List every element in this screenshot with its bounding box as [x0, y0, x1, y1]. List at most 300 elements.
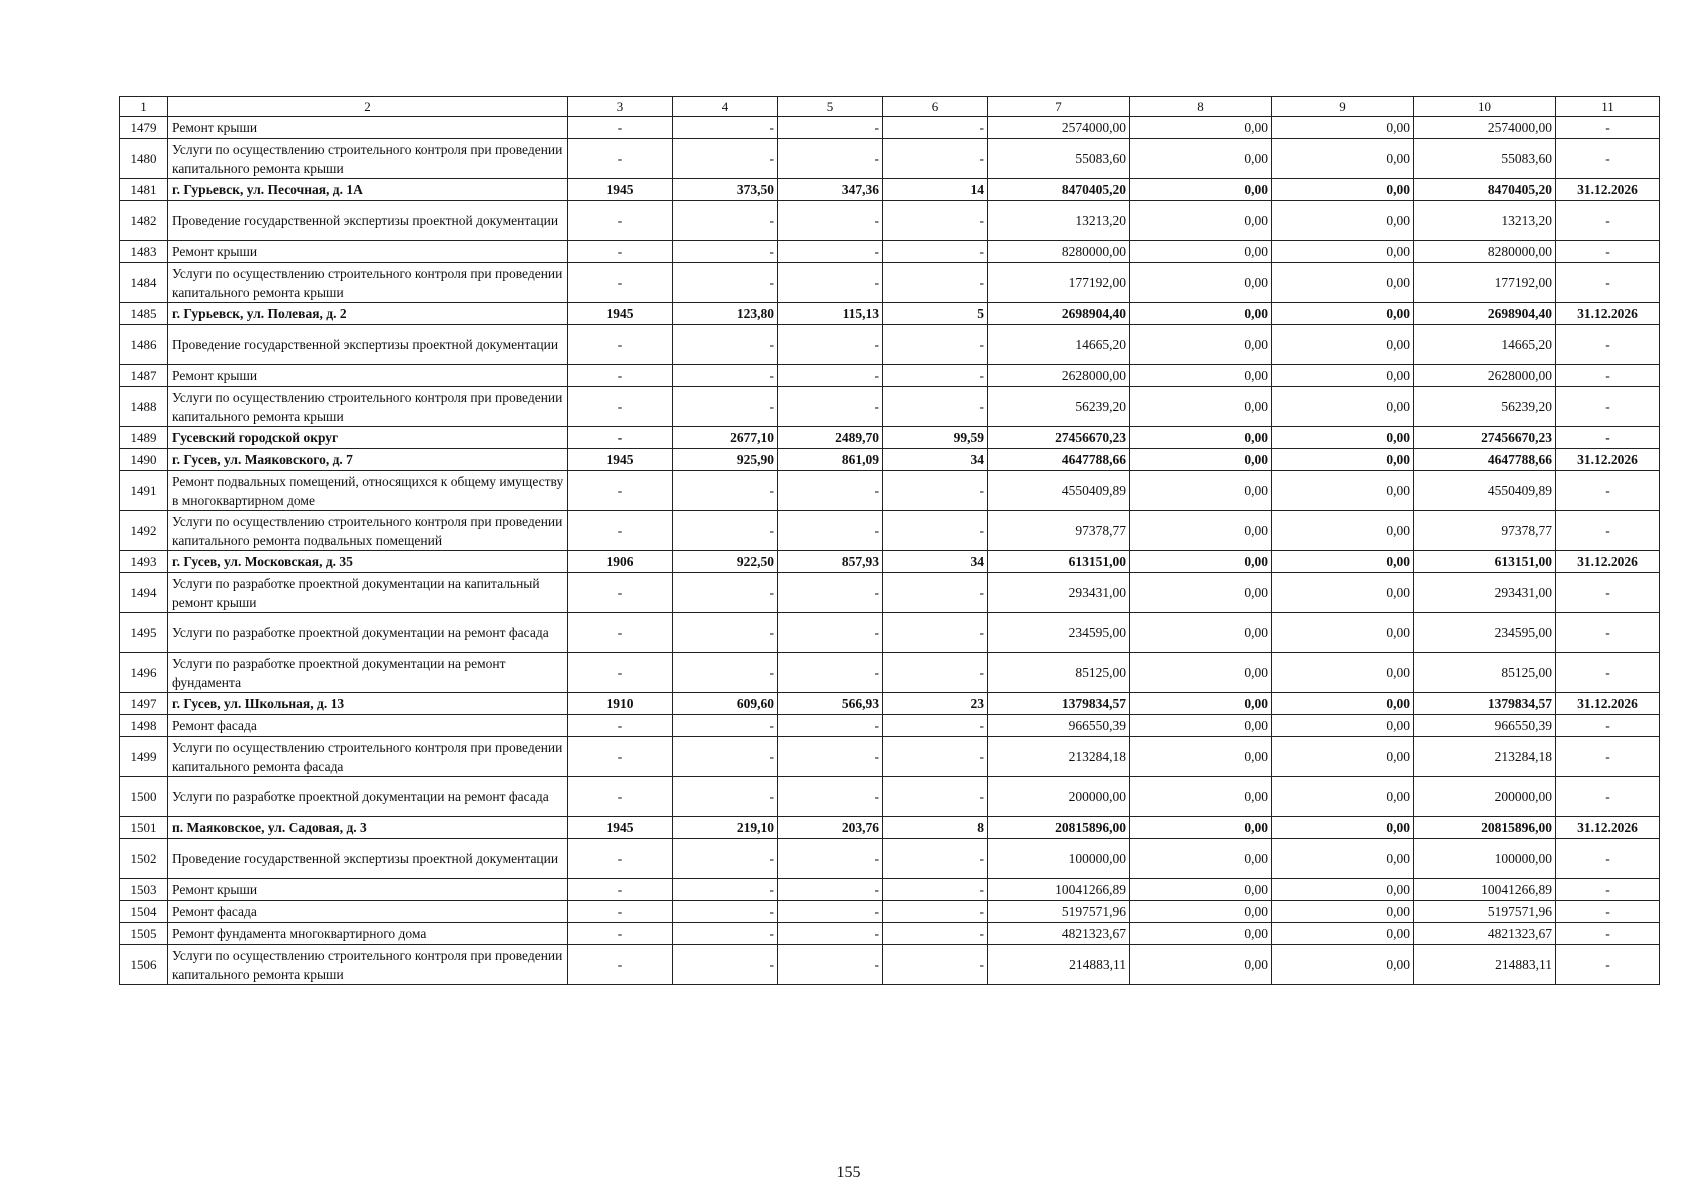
cell-deadline: - — [1556, 901, 1660, 923]
column-number-header: 7 — [988, 97, 1130, 117]
table-row-address — [120, 179, 1660, 201]
cell-living-area: - — [778, 839, 883, 879]
cell-living-area: 347,36 — [778, 179, 883, 201]
cell-regional-funds: 0,00 — [1272, 241, 1414, 263]
column-number-header: 6 — [883, 97, 988, 117]
cell-living-area: - — [778, 879, 883, 901]
table-row-address — [120, 693, 1660, 715]
cell-federal-funds: 0,00 — [1130, 817, 1272, 839]
capital-repair-table — [119, 96, 1660, 985]
cell-build-year: - — [568, 387, 673, 427]
cell-residents: 14 — [883, 179, 988, 201]
cell-deadline: - — [1556, 365, 1660, 387]
cell-living-area: - — [778, 117, 883, 139]
cell-regional-funds: 0,00 — [1272, 573, 1414, 613]
cell-regional-funds: 0,00 — [1272, 737, 1414, 777]
cell-total-cost: 5197571,96 — [988, 901, 1130, 923]
cell-owner-funds: 100000,00 — [1414, 839, 1556, 879]
cell-row-number: 1479 — [120, 117, 168, 139]
table-row — [120, 387, 1660, 427]
table-row — [120, 613, 1660, 653]
cell-build-year: - — [568, 263, 673, 303]
cell-build-year: 1945 — [568, 449, 673, 471]
cell-federal-funds: 0,00 — [1130, 427, 1272, 449]
cell-owner-funds: 613151,00 — [1414, 551, 1556, 573]
cell-work-description: г. Гурьевск, ул. Полевая, д. 2 — [168, 303, 568, 325]
cell-owner-funds: 2628000,00 — [1414, 365, 1556, 387]
cell-deadline: - — [1556, 201, 1660, 241]
cell-work-description: Гусевский городской округ — [168, 427, 568, 449]
cell-total-area: - — [673, 117, 778, 139]
cell-federal-funds: 0,00 — [1130, 879, 1272, 901]
cell-deadline: - — [1556, 325, 1660, 365]
cell-living-area: 861,09 — [778, 449, 883, 471]
column-number-header: 1 — [120, 97, 168, 117]
column-number-header: 10 — [1414, 97, 1556, 117]
cell-build-year: - — [568, 901, 673, 923]
cell-deadline: - — [1556, 573, 1660, 613]
cell-row-number: 1502 — [120, 839, 168, 879]
cell-regional-funds: 0,00 — [1272, 365, 1414, 387]
cell-total-cost: 214883,11 — [988, 945, 1130, 985]
table-row-address — [120, 449, 1660, 471]
cell-owner-funds: 2698904,40 — [1414, 303, 1556, 325]
cell-work-description: Ремонт фасада — [168, 715, 568, 737]
cell-work-description: Услуги по разработке проектной документации на ремонт фасада — [168, 613, 568, 653]
cell-living-area: - — [778, 945, 883, 985]
cell-total-cost: 2574000,00 — [988, 117, 1130, 139]
cell-living-area: - — [778, 613, 883, 653]
cell-federal-funds: 0,00 — [1130, 839, 1272, 879]
cell-work-description: Услуги по осуществлению строительного контроля при проведении капитального ремонта крыши — [168, 263, 568, 303]
cell-total-cost: 177192,00 — [988, 263, 1130, 303]
cell-living-area: - — [778, 325, 883, 365]
cell-residents: - — [883, 139, 988, 179]
cell-living-area: - — [778, 139, 883, 179]
cell-total-area: - — [673, 263, 778, 303]
cell-build-year: - — [568, 573, 673, 613]
cell-owner-funds: 293431,00 — [1414, 573, 1556, 613]
cell-federal-funds: 0,00 — [1130, 551, 1272, 573]
cell-row-number: 1499 — [120, 737, 168, 777]
cell-row-number: 1501 — [120, 817, 168, 839]
cell-owner-funds: 214883,11 — [1414, 945, 1556, 985]
cell-residents: - — [883, 923, 988, 945]
cell-total-area: - — [673, 945, 778, 985]
cell-owner-funds: 13213,20 — [1414, 201, 1556, 241]
cell-residents: - — [883, 839, 988, 879]
table-row — [120, 737, 1660, 777]
cell-owner-funds: 10041266,89 — [1414, 879, 1556, 901]
cell-deadline: - — [1556, 241, 1660, 263]
cell-regional-funds: 0,00 — [1272, 117, 1414, 139]
cell-living-area: 2489,70 — [778, 427, 883, 449]
cell-owner-funds: 177192,00 — [1414, 263, 1556, 303]
cell-residents: 99,59 — [883, 427, 988, 449]
cell-work-description: Ремонт подвальных помещений, относящихся к общему имуществу в многоквартирном доме — [168, 471, 568, 511]
table-row — [120, 777, 1660, 817]
cell-work-description: Услуги по разработке проектной документации на ремонт фундамента — [168, 653, 568, 693]
cell-residents: - — [883, 325, 988, 365]
cell-total-area: - — [673, 201, 778, 241]
cell-deadline: - — [1556, 715, 1660, 737]
cell-regional-funds: 0,00 — [1272, 613, 1414, 653]
cell-work-description: Ремонт крыши — [168, 241, 568, 263]
cell-build-year: - — [568, 613, 673, 653]
cell-total-area: - — [673, 241, 778, 263]
cell-owner-funds: 200000,00 — [1414, 777, 1556, 817]
cell-regional-funds: 0,00 — [1272, 839, 1414, 879]
cell-living-area: - — [778, 471, 883, 511]
cell-work-description: Ремонт крыши — [168, 117, 568, 139]
cell-row-number: 1500 — [120, 777, 168, 817]
cell-total-area: 609,60 — [673, 693, 778, 715]
cell-owner-funds: 8280000,00 — [1414, 241, 1556, 263]
cell-regional-funds: 0,00 — [1272, 945, 1414, 985]
cell-build-year: - — [568, 365, 673, 387]
cell-total-area: - — [673, 839, 778, 879]
cell-regional-funds: 0,00 — [1272, 387, 1414, 427]
cell-work-description: Услуги по разработке проектной документации на ремонт фасада — [168, 777, 568, 817]
cell-total-cost: 8470405,20 — [988, 179, 1130, 201]
table-row — [120, 839, 1660, 879]
cell-living-area: 857,93 — [778, 551, 883, 573]
cell-build-year: - — [568, 511, 673, 551]
cell-work-description: Услуги по осуществлению строительного контроля при проведении капитального ремонта подвальных помещений — [168, 511, 568, 551]
cell-deadline: - — [1556, 879, 1660, 901]
cell-federal-funds: 0,00 — [1130, 471, 1272, 511]
cell-total-cost: 100000,00 — [988, 839, 1130, 879]
cell-federal-funds: 0,00 — [1130, 241, 1272, 263]
cell-deadline: - — [1556, 427, 1660, 449]
cell-total-area: - — [673, 365, 778, 387]
cell-row-number: 1498 — [120, 715, 168, 737]
cell-owner-funds: 2574000,00 — [1414, 117, 1556, 139]
cell-owner-funds: 85125,00 — [1414, 653, 1556, 693]
cell-living-area: - — [778, 737, 883, 777]
cell-row-number: 1493 — [120, 551, 168, 573]
table-row — [120, 117, 1660, 139]
cell-deadline: - — [1556, 263, 1660, 303]
cell-total-cost: 10041266,89 — [988, 879, 1130, 901]
cell-regional-funds: 0,00 — [1272, 511, 1414, 551]
cell-living-area: - — [778, 777, 883, 817]
cell-deadline: 31.12.2026 — [1556, 693, 1660, 715]
cell-build-year: - — [568, 737, 673, 777]
cell-deadline: - — [1556, 653, 1660, 693]
cell-total-area: 925,90 — [673, 449, 778, 471]
cell-owner-funds: 8470405,20 — [1414, 179, 1556, 201]
cell-deadline: - — [1556, 117, 1660, 139]
cell-row-number: 1494 — [120, 573, 168, 613]
cell-owner-funds: 14665,20 — [1414, 325, 1556, 365]
cell-total-area: 922,50 — [673, 551, 778, 573]
cell-residents: 23 — [883, 693, 988, 715]
cell-residents: - — [883, 945, 988, 985]
cell-row-number: 1480 — [120, 139, 168, 179]
cell-owner-funds: 234595,00 — [1414, 613, 1556, 653]
table-row — [120, 573, 1660, 613]
cell-total-area: - — [673, 777, 778, 817]
cell-total-area: - — [673, 387, 778, 427]
table-row — [120, 511, 1660, 551]
cell-build-year: - — [568, 427, 673, 449]
column-number-header: 9 — [1272, 97, 1414, 117]
cell-build-year: - — [568, 117, 673, 139]
cell-federal-funds: 0,00 — [1130, 737, 1272, 777]
cell-federal-funds: 0,00 — [1130, 923, 1272, 945]
cell-row-number: 1488 — [120, 387, 168, 427]
cell-work-description: г. Гусев, ул. Маяковского, д. 7 — [168, 449, 568, 471]
cell-work-description: Ремонт крыши — [168, 365, 568, 387]
cell-regional-funds: 0,00 — [1272, 325, 1414, 365]
cell-total-area: 2677,10 — [673, 427, 778, 449]
column-number-header: 11 — [1556, 97, 1660, 117]
cell-residents: - — [883, 879, 988, 901]
cell-row-number: 1486 — [120, 325, 168, 365]
cell-total-area: - — [673, 139, 778, 179]
cell-living-area: - — [778, 511, 883, 551]
cell-living-area: - — [778, 263, 883, 303]
cell-build-year: - — [568, 715, 673, 737]
cell-work-description: Услуги по осуществлению строительного контроля при проведении капитального ремонта фасада — [168, 737, 568, 777]
cell-residents: - — [883, 737, 988, 777]
cell-total-area: 373,50 — [673, 179, 778, 201]
cell-regional-funds: 0,00 — [1272, 923, 1414, 945]
cell-build-year: - — [568, 139, 673, 179]
column-number-header: 5 — [778, 97, 883, 117]
cell-row-number: 1490 — [120, 449, 168, 471]
page-number: 155 — [836, 1164, 861, 1181]
cell-row-number: 1485 — [120, 303, 168, 325]
table-row — [120, 365, 1660, 387]
cell-work-description: Услуги по разработке проектной документации на капитальный ремонт крыши — [168, 573, 568, 613]
cell-federal-funds: 0,00 — [1130, 365, 1272, 387]
cell-living-area: - — [778, 653, 883, 693]
cell-owner-funds: 55083,60 — [1414, 139, 1556, 179]
cell-federal-funds: 0,00 — [1130, 201, 1272, 241]
cell-total-cost: 97378,77 — [988, 511, 1130, 551]
cell-federal-funds: 0,00 — [1130, 303, 1272, 325]
cell-federal-funds: 0,00 — [1130, 777, 1272, 817]
cell-total-cost: 213284,18 — [988, 737, 1130, 777]
column-number-header: 8 — [1130, 97, 1272, 117]
cell-residents: - — [883, 201, 988, 241]
cell-residents: 34 — [883, 551, 988, 573]
cell-owner-funds: 97378,77 — [1414, 511, 1556, 551]
cell-work-description: г. Гурьевск, ул. Песочная, д. 1А — [168, 179, 568, 201]
cell-total-area: 219,10 — [673, 817, 778, 839]
cell-living-area: - — [778, 365, 883, 387]
cell-federal-funds: 0,00 — [1130, 325, 1272, 365]
cell-row-number: 1497 — [120, 693, 168, 715]
cell-living-area: - — [778, 241, 883, 263]
table-row — [120, 263, 1660, 303]
cell-deadline: - — [1556, 387, 1660, 427]
cell-total-cost: 27456670,23 — [988, 427, 1130, 449]
cell-regional-funds: 0,00 — [1272, 263, 1414, 303]
cell-residents: - — [883, 387, 988, 427]
cell-total-cost: 2698904,40 — [988, 303, 1130, 325]
cell-total-area: - — [673, 737, 778, 777]
cell-work-description: г. Гусев, ул. Школьная, д. 13 — [168, 693, 568, 715]
cell-build-year: - — [568, 879, 673, 901]
cell-federal-funds: 0,00 — [1130, 387, 1272, 427]
cell-total-cost: 966550,39 — [988, 715, 1130, 737]
cell-residents: - — [883, 777, 988, 817]
cell-work-description: Услуги по осуществлению строительного контроля при проведении капитального ремонта крыши — [168, 387, 568, 427]
table-row — [120, 653, 1660, 693]
cell-total-cost: 613151,00 — [988, 551, 1130, 573]
cell-federal-funds: 0,00 — [1130, 139, 1272, 179]
cell-owner-funds: 1379834,57 — [1414, 693, 1556, 715]
cell-work-description: Ремонт крыши — [168, 879, 568, 901]
cell-row-number: 1482 — [120, 201, 168, 241]
cell-deadline: - — [1556, 511, 1660, 551]
cell-residents: - — [883, 117, 988, 139]
cell-row-number: 1506 — [120, 945, 168, 985]
cell-deadline: - — [1556, 613, 1660, 653]
cell-deadline: 31.12.2026 — [1556, 303, 1660, 325]
cell-residents: - — [883, 573, 988, 613]
cell-deadline: - — [1556, 923, 1660, 945]
cell-deadline: - — [1556, 139, 1660, 179]
cell-work-description: Услуги по осуществлению строительного контроля при проведении капитального ремонта крыши — [168, 945, 568, 985]
cell-total-cost: 14665,20 — [988, 325, 1130, 365]
cell-build-year: - — [568, 471, 673, 511]
cell-work-description: г. Гусев, ул. Московская, д. 35 — [168, 551, 568, 573]
cell-total-cost: 8280000,00 — [988, 241, 1130, 263]
cell-work-description: Проведение государственной экспертизы проектной документации — [168, 839, 568, 879]
table-row — [120, 325, 1660, 365]
table-header-row — [120, 97, 1660, 117]
cell-total-cost: 200000,00 — [988, 777, 1130, 817]
cell-owner-funds: 56239,20 — [1414, 387, 1556, 427]
cell-build-year: - — [568, 839, 673, 879]
cell-work-description: Услуги по осуществлению строительного контроля при проведении капитального ремонта крыши — [168, 139, 568, 179]
cell-total-area: - — [673, 923, 778, 945]
cell-deadline: - — [1556, 737, 1660, 777]
cell-living-area: - — [778, 201, 883, 241]
cell-regional-funds: 0,00 — [1272, 471, 1414, 511]
cell-row-number: 1496 — [120, 653, 168, 693]
cell-total-area: - — [673, 715, 778, 737]
cell-living-area: - — [778, 715, 883, 737]
cell-residents: - — [883, 901, 988, 923]
cell-total-cost: 293431,00 — [988, 573, 1130, 613]
cell-deadline: - — [1556, 777, 1660, 817]
cell-deadline: 31.12.2026 — [1556, 817, 1660, 839]
cell-federal-funds: 0,00 — [1130, 511, 1272, 551]
cell-residents: - — [883, 653, 988, 693]
cell-regional-funds: 0,00 — [1272, 201, 1414, 241]
cell-living-area: - — [778, 573, 883, 613]
cell-residents: - — [883, 365, 988, 387]
cell-federal-funds: 0,00 — [1130, 613, 1272, 653]
cell-row-number: 1504 — [120, 901, 168, 923]
table-row-address — [120, 551, 1660, 573]
cell-owner-funds: 27456670,23 — [1414, 427, 1556, 449]
table-row — [120, 201, 1660, 241]
cell-total-cost: 20815896,00 — [988, 817, 1130, 839]
cell-residents: - — [883, 613, 988, 653]
cell-federal-funds: 0,00 — [1130, 117, 1272, 139]
cell-residents: - — [883, 715, 988, 737]
cell-row-number: 1489 — [120, 427, 168, 449]
cell-total-area: - — [673, 653, 778, 693]
cell-row-number: 1481 — [120, 179, 168, 201]
cell-row-number: 1487 — [120, 365, 168, 387]
cell-build-year: 1945 — [568, 179, 673, 201]
cell-regional-funds: 0,00 — [1272, 427, 1414, 449]
table-row-address — [120, 427, 1660, 449]
cell-total-cost: 4647788,66 — [988, 449, 1130, 471]
cell-build-year: - — [568, 777, 673, 817]
cell-federal-funds: 0,00 — [1130, 179, 1272, 201]
cell-deadline: - — [1556, 945, 1660, 985]
cell-residents: 8 — [883, 817, 988, 839]
cell-living-area: - — [778, 923, 883, 945]
table-row — [120, 715, 1660, 737]
cell-residents: - — [883, 471, 988, 511]
cell-build-year: - — [568, 945, 673, 985]
cell-residents: 34 — [883, 449, 988, 471]
cell-owner-funds: 4647788,66 — [1414, 449, 1556, 471]
cell-federal-funds: 0,00 — [1130, 449, 1272, 471]
cell-total-cost: 2628000,00 — [988, 365, 1130, 387]
cell-federal-funds: 0,00 — [1130, 263, 1272, 303]
cell-deadline: 31.12.2026 — [1556, 449, 1660, 471]
cell-residents: 5 — [883, 303, 988, 325]
cell-owner-funds: 5197571,96 — [1414, 901, 1556, 923]
table-row — [120, 241, 1660, 263]
cell-total-area: - — [673, 511, 778, 551]
cell-row-number: 1505 — [120, 923, 168, 945]
cell-total-cost: 1379834,57 — [988, 693, 1130, 715]
cell-row-number: 1491 — [120, 471, 168, 511]
cell-regional-funds: 0,00 — [1272, 449, 1414, 471]
cell-total-area: - — [673, 573, 778, 613]
cell-work-description: Ремонт фасада — [168, 901, 568, 923]
cell-residents: - — [883, 263, 988, 303]
cell-regional-funds: 0,00 — [1272, 551, 1414, 573]
cell-build-year: - — [568, 325, 673, 365]
table-row — [120, 945, 1660, 985]
cell-build-year: - — [568, 201, 673, 241]
column-number-header: 2 — [168, 97, 568, 117]
table-row — [120, 471, 1660, 511]
cell-row-number: 1495 — [120, 613, 168, 653]
column-number-header: 4 — [673, 97, 778, 117]
table-row — [120, 879, 1660, 901]
cell-living-area: - — [778, 901, 883, 923]
table-row-address — [120, 303, 1660, 325]
cell-total-area: - — [673, 325, 778, 365]
cell-row-number: 1492 — [120, 511, 168, 551]
cell-owner-funds: 4821323,67 — [1414, 923, 1556, 945]
table-row — [120, 923, 1660, 945]
cell-owner-funds: 4550409,89 — [1414, 471, 1556, 511]
cell-total-area: - — [673, 613, 778, 653]
cell-regional-funds: 0,00 — [1272, 879, 1414, 901]
cell-work-description: Ремонт фундамента многоквартирного дома — [168, 923, 568, 945]
cell-row-number: 1503 — [120, 879, 168, 901]
cell-regional-funds: 0,00 — [1272, 693, 1414, 715]
cell-work-description: Проведение государственной экспертизы проектной документации — [168, 325, 568, 365]
cell-regional-funds: 0,00 — [1272, 303, 1414, 325]
cell-regional-funds: 0,00 — [1272, 901, 1414, 923]
cell-row-number: 1484 — [120, 263, 168, 303]
